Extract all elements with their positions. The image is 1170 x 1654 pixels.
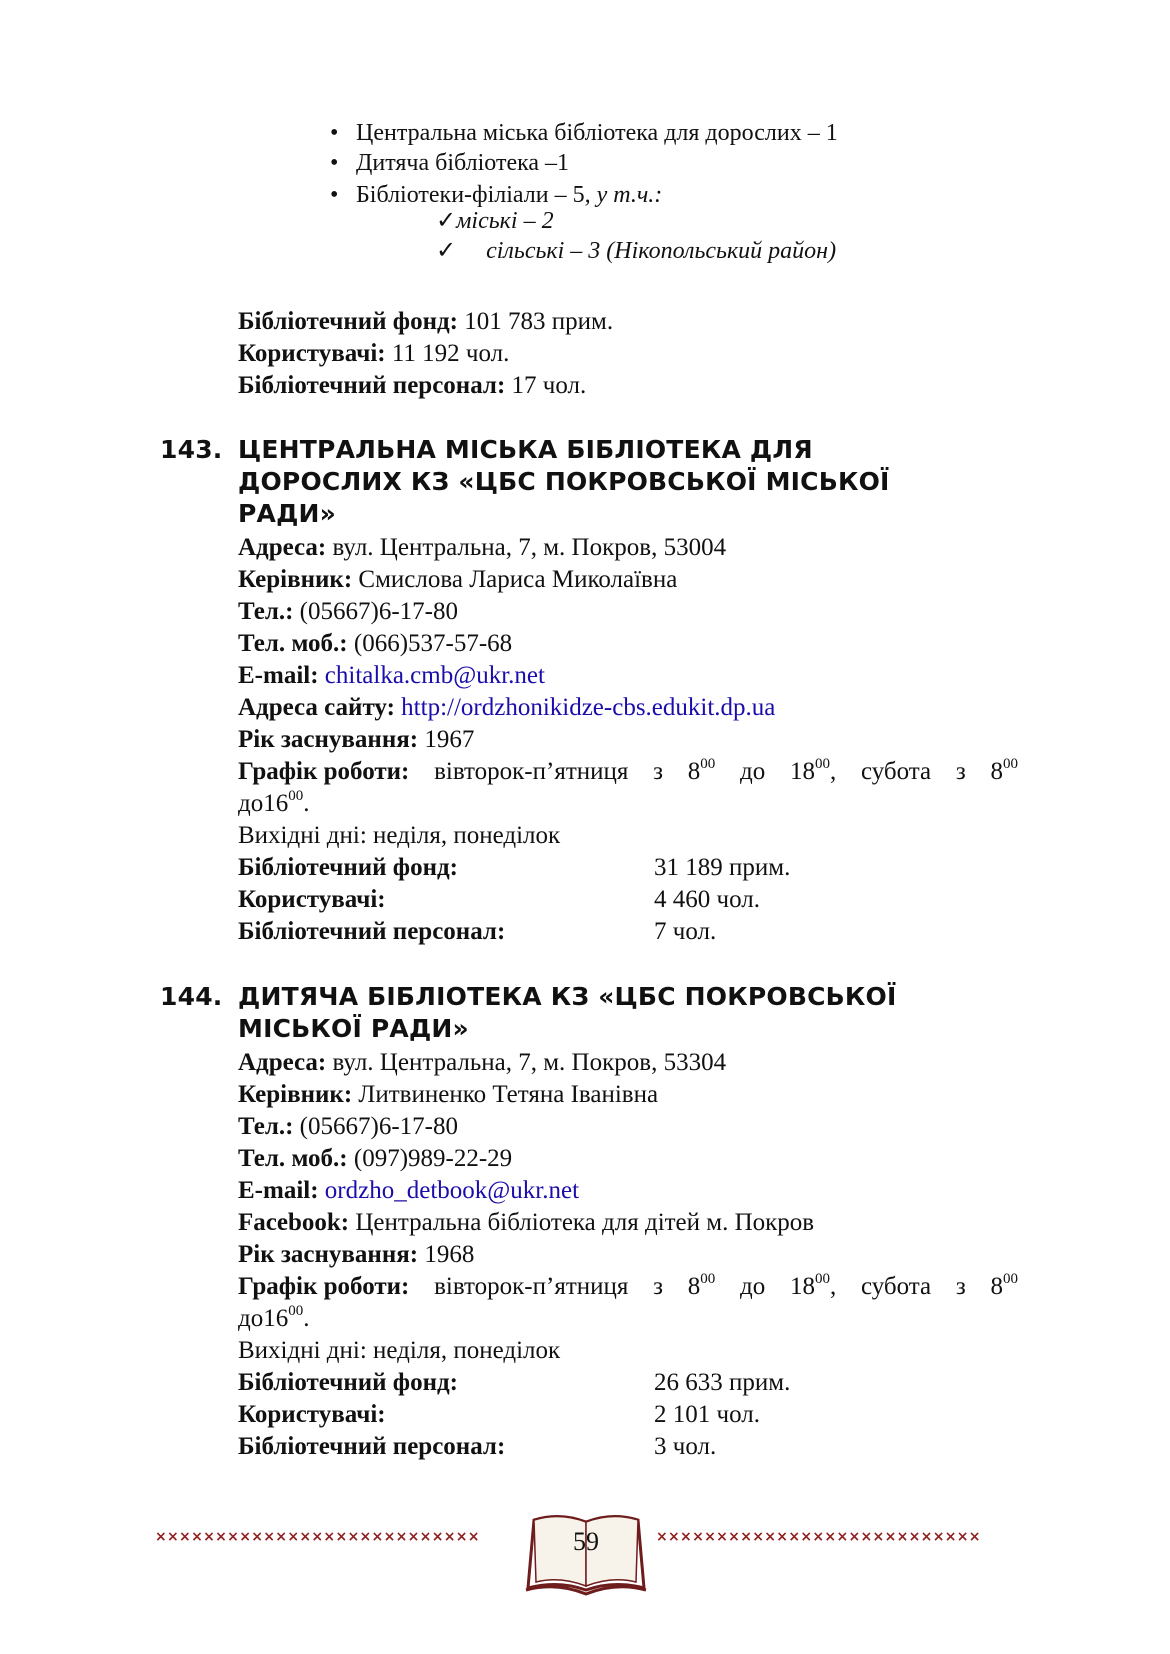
head-row: Керівник: Литвиненко Тетяна Іванівна <box>238 1081 659 1108</box>
stat-row: Бібліотечний персонал: 17 чол. <box>238 372 587 399</box>
email-row: E-mail: chitalka.cmb@ukr.net <box>238 662 545 689</box>
entry-heading <box>160 981 958 1045</box>
address-row: Адреса: вул. Центральна, 7, м. Покров, 53304 <box>238 1049 727 1076</box>
list-item: • Дитяча бібліотека –1 <box>330 148 838 178</box>
entry-details <box>238 1047 1018 1463</box>
stat-row: Користувачі: 2 101 чол. <box>238 1401 760 1428</box>
address-row: Адреса: вул. Центральна, 7, м. Покров, 53004 <box>238 534 727 561</box>
days-off-row: Вихідні дні: неділя, понеділок <box>238 822 561 849</box>
list-item: • Бібліотеки-філіали – 5, у т.ч.: <box>330 180 838 210</box>
sub-list-item: ✓ сільські – 3 (Нікопольський район) <box>436 238 837 264</box>
stat-row: Бібліотечний фонд: 26 633 прим. <box>238 1369 791 1396</box>
founded-row: Рік заснування: 1967 <box>238 726 475 753</box>
library-structure-list <box>330 118 838 210</box>
sub-list-item: ✓міські – 2 <box>436 208 554 234</box>
days-off-row: Вихідні дні: неділя, понеділок <box>238 1337 561 1364</box>
stat-row: Користувачі: 4 460 чол. <box>238 886 760 913</box>
email-link[interactable]: chitalka.cmb@ukr.net <box>324 662 545 689</box>
checkmark-icon: ✓ <box>436 238 457 264</box>
phone-row: Тел.: (05667)6-17-80 <box>238 598 458 625</box>
entry-heading <box>160 434 958 530</box>
footer-ornament-left: ××××××××××××××××××××××××××× <box>155 1529 480 1545</box>
branches-suffix: , у т.ч.: <box>584 182 663 208</box>
entry-number: 144. <box>160 982 223 1011</box>
schedule-row-cont: $до16^{00}$. <box>238 1302 310 1332</box>
stat-row: Бібліотечний персонал: 7 чол. <box>238 918 717 945</box>
footer-ornament-right: ××××××××××××××××××××××××××× <box>656 1529 981 1545</box>
entry-title: ДИТЯЧА БІБЛІОТЕКА КЗ «ЦБС ПОКРОВСЬКОЇ МІСЬКОЇ РАДИ» <box>238 982 897 1043</box>
entry-details <box>238 532 1018 948</box>
website-link[interactable]: http://ordzhonikidze-cbs.edukit.dp.ua <box>401 694 776 721</box>
schedule-row: Графік роботи: вівторок-п’ятниця з $8^{00}$ до $18^{00}$, субота з $8^{00}$ <box>238 1270 1018 1300</box>
stat-row: Бібліотечний персонал: 3 чол. <box>238 1433 717 1460</box>
stat-row: Бібліотечний фонд: 101 783 прим. <box>238 308 614 335</box>
entry-number: 143. <box>160 435 223 464</box>
list-item: • Центральна міська бібліотека для дорослих – 1 <box>330 118 838 148</box>
facebook-row: Facebook: Центральна бібліотека для дітей м. Покров <box>238 1209 815 1236</box>
summary-stats <box>238 306 613 402</box>
mobile-row: Тел. моб.: (097)989-22-29 <box>238 1145 513 1172</box>
stat-row: Бібліотечний фонд: 31 189 прим. <box>238 854 791 881</box>
stat-row: Користувачі: 11 192 чол. <box>238 340 510 367</box>
checkmark-icon: ✓ <box>436 208 457 234</box>
page-number: 59 <box>573 1527 599 1556</box>
mobile-row: Тел. моб.: (066)537-57-68 <box>238 630 513 657</box>
email-row: E-mail: ordzho_detbook@ukr.net <box>238 1177 580 1204</box>
email-link[interactable]: ordzho_detbook@ukr.net <box>324 1177 580 1204</box>
entry-title: ЦЕНТРАЛЬНА МІСЬКА БІБЛІОТЕКА ДЛЯ ДОРОСЛИХ КЗ «ЦБС ПОКРОВСЬКОЇ МІСЬКОЇ РАДИ» <box>238 435 890 528</box>
founded-row: Рік заснування: 1968 <box>238 1241 475 1268</box>
schedule-row-cont: $до16^{00}$. <box>238 787 310 817</box>
head-row: Керівник: Смислова Лариса Миколаївна <box>238 566 678 593</box>
schedule-row: Графік роботи: вівторок-п’ятниця з $8^{00}$ до $18^{00}$, субота з $8^{00}$ <box>238 755 1018 785</box>
phone-row: Тел.: (05667)6-17-80 <box>238 1113 458 1140</box>
website-row: Адреса сайту: http://ordzhonikidze-cbs.edukit.dp.ua <box>238 694 776 721</box>
